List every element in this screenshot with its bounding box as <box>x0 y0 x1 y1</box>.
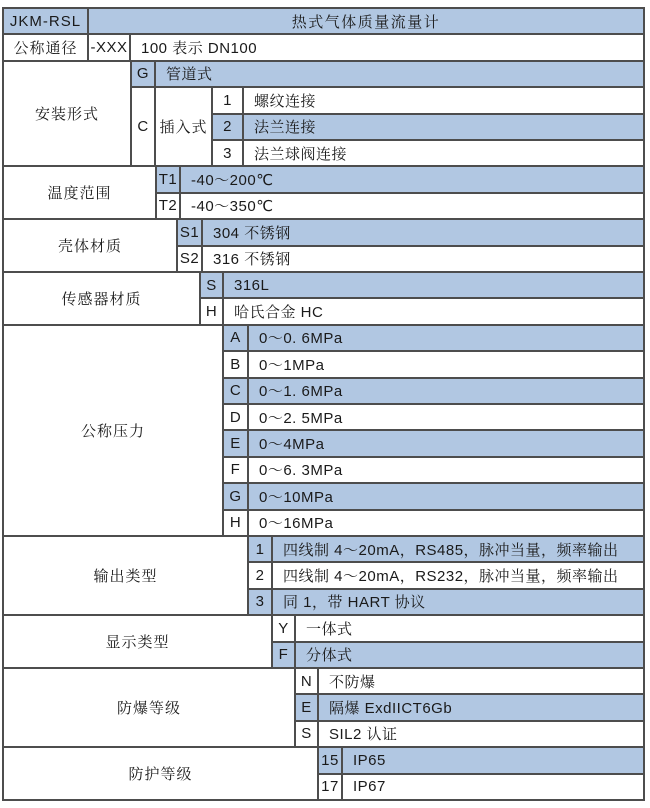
option-value: 分体式 <box>295 642 644 668</box>
section-label: 安装形式 <box>3 61 131 167</box>
option-value: 0～10MPa <box>248 483 644 509</box>
option-code: 15 <box>318 747 342 773</box>
option-code: T1 <box>156 166 180 192</box>
option-code: H <box>223 510 248 536</box>
option-value: 不防爆 <box>318 668 644 694</box>
option-value: 0～1MPa <box>248 351 644 377</box>
sub-option-code: 2 <box>212 114 243 140</box>
option-code: S2 <box>177 246 202 272</box>
option-code: N <box>295 668 318 694</box>
option-value: -40～350℃ <box>180 193 644 219</box>
option-code: E <box>223 430 248 456</box>
option-value: 管道式 <box>155 61 644 87</box>
section-label: 显示类型 <box>3 615 272 668</box>
option-code: -XXX <box>88 34 130 60</box>
option-value: 316L <box>223 272 644 298</box>
option-value: 四线制 4～20mA，RS232，脉冲当量，频率输出 <box>272 562 644 588</box>
option-value: 四线制 4～20mA，RS485，脉冲当量，频率输出 <box>272 536 644 562</box>
option-code: E <box>295 694 318 720</box>
option-code: D <box>223 404 248 430</box>
model-code: JKM-RSL <box>3 8 88 34</box>
sub-option-code: 1 <box>212 87 243 113</box>
section-label: 壳体材质 <box>3 219 177 272</box>
option-value: 100 表示 DN100 <box>130 34 644 60</box>
option-code: 17 <box>318 774 342 800</box>
option-value: 0～2. 5MPa <box>248 404 644 430</box>
option-code: G <box>223 483 248 509</box>
option-code: F <box>223 457 248 483</box>
option-value: IP65 <box>342 747 644 773</box>
option-value: 一体式 <box>295 615 644 641</box>
option-value: -40～200℃ <box>180 166 644 192</box>
option-code: F <box>272 642 295 668</box>
section-label: 输出类型 <box>3 536 248 615</box>
option-code: 3 <box>248 589 272 615</box>
option-value: 螺纹连接 <box>243 87 644 113</box>
option-code: Y <box>272 615 295 641</box>
option-value: 法兰球阀连接 <box>243 140 644 166</box>
option-code: 2 <box>248 562 272 588</box>
option-value: 哈氏合金 HC <box>223 298 644 324</box>
option-value: 法兰连接 <box>243 114 644 140</box>
option-code: S1 <box>177 219 202 245</box>
option-value: 0～1. 6MPa <box>248 378 644 404</box>
option-value: 0～16MPa <box>248 510 644 536</box>
option-code: B <box>223 351 248 377</box>
option-code: S <box>295 721 318 747</box>
section-label: 防护等级 <box>3 747 318 800</box>
option-code: A <box>223 325 248 351</box>
option-code: T2 <box>156 193 180 219</box>
table-title: 热式气体质量流量计 <box>88 8 644 34</box>
option-code: S <box>200 272 223 298</box>
section-label: 公称通径 <box>3 34 88 60</box>
option-code: C <box>223 378 248 404</box>
section-label: 传感器材质 <box>3 272 200 325</box>
option-value: 316 不锈钢 <box>202 246 644 272</box>
option-value: 0～4MPa <box>248 430 644 456</box>
option-code: 1 <box>248 536 272 562</box>
option-value: SIL2 认证 <box>318 721 644 747</box>
option-code: G <box>131 61 155 87</box>
option-value: 304 不锈钢 <box>202 219 644 245</box>
section-label: 温度范围 <box>3 166 156 219</box>
option-code: H <box>200 298 223 324</box>
option-value: IP67 <box>342 774 644 800</box>
option-value: 同 1，带 HART 协议 <box>272 589 644 615</box>
option-code: C <box>131 87 155 166</box>
section-label: 公称压力 <box>3 325 223 536</box>
sub-option-code: 3 <box>212 140 243 166</box>
section-label: 防爆等级 <box>3 668 295 747</box>
option-value: 隔爆 ExdIICT6Gb <box>318 694 644 720</box>
sub-group-label: 插入式 <box>155 87 212 166</box>
option-value: 0～6. 3MPa <box>248 457 644 483</box>
option-value: 0～0. 6MPa <box>248 325 644 351</box>
